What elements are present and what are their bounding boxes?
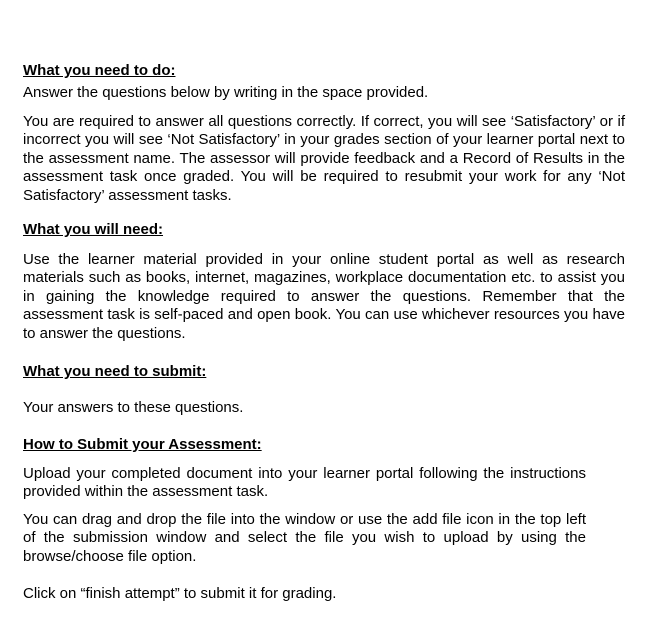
upload-paragraph: Upload your completed document into your learner portal following the instructions provided within the assessment task. — [23, 465, 586, 501]
answer-instruction: Answer the questions below by writing in the space provided. — [23, 84, 429, 101]
section-heading-how-to-submit: How to Submit your Assessment: — [23, 436, 262, 453]
drag-drop-paragraph: You can drag and drop the file into the window or use the add file icon in the top left of the submission window and select the file you wish to upload by using the browse/choose file option. — [23, 511, 586, 565]
submit-items-paragraph: Your answers to these questions. — [23, 399, 244, 416]
materials-paragraph: Use the learner material provided in your online student portal as well as research materials such as books, internet, magazines, workplace documentation etc. to assist you in gaining the knowledge required to answer the questions. Remember that the assessment task is self-paced and open book. You can use whichever resources you have to answer the questions. — [23, 251, 625, 342]
section-heading-what-to-do: What you need to do: — [23, 62, 176, 79]
section-heading-what-you-need: What you will need: — [23, 221, 164, 238]
section-heading-what-to-submit: What you need to submit: — [23, 363, 207, 380]
requirements-paragraph: You are required to answer all questions correctly. If correct, you will see ‘Satisfactory’ or if incorrect you will see ‘Not Satisfactory’ in your grades section of your learner portal next to the assessment name. The assessor will provide feedback and a Record of Results in the assessment task once graded. You will be required to resubmit your work for any ‘Not Satisfactory’ assessment tasks. — [23, 113, 625, 204]
finish-attempt-paragraph: Click on “finish attempt” to submit it for grading. — [23, 585, 337, 602]
